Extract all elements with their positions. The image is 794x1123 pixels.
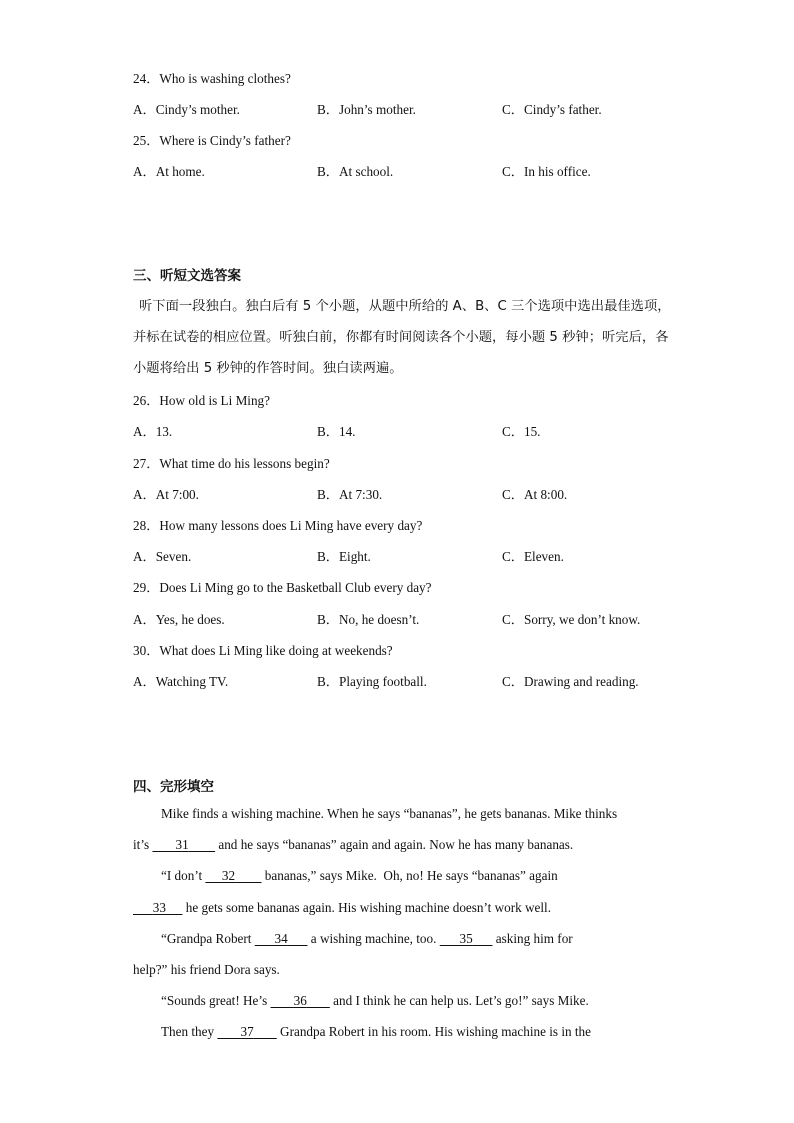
option-b: B．John’s mother. xyxy=(317,102,416,117)
text: a wishing machine, too. xyxy=(307,931,440,946)
blank-33 xyxy=(133,900,182,916)
cloze-paragraph-1-line-2 xyxy=(133,837,633,853)
question-24-options xyxy=(133,99,693,117)
blank-36 xyxy=(271,993,330,1009)
cloze-paragraph-3-line-2: help?” his friend Dora says. xyxy=(133,962,280,977)
blank-35-number: 35 xyxy=(459,931,473,946)
cloze-paragraph-1-line-1: Mike finds a wishing machine. When he says “bananas”, he gets bananas. Mike thinks xyxy=(161,806,618,821)
question-28-options xyxy=(133,546,693,564)
option-b: B．No, he doesn’t. xyxy=(317,612,420,627)
blank-33-number: 33 xyxy=(152,900,166,915)
blank-35 xyxy=(440,931,493,947)
section-3-title: 三、听短文选答案 xyxy=(133,268,241,284)
option-b: B．At 7:30. xyxy=(317,487,383,502)
blank-34 xyxy=(255,931,308,947)
text: “Grandpa Robert xyxy=(161,931,255,946)
option-a: A．13. xyxy=(133,424,173,439)
question-30-options xyxy=(133,671,693,689)
option-a: A．Cindy’s mother. xyxy=(133,102,240,117)
text: asking him for xyxy=(492,931,573,946)
option-c: C．Eleven. xyxy=(502,549,564,564)
option-c: C．Drawing and reading. xyxy=(502,674,639,689)
cloze-paragraph-5 xyxy=(133,1024,661,1040)
option-c: C．Sorry, we don’t know. xyxy=(502,612,641,627)
blank-37-number: 37 xyxy=(240,1024,254,1039)
text: “Sounds great! He’s xyxy=(161,993,271,1008)
question-26: 26．How old is Li Ming? xyxy=(133,393,271,408)
text: and he says “bananas” again and again. Now he has many bananas. xyxy=(215,837,574,852)
text: “I don’t xyxy=(161,868,206,883)
section-4-title: 四、完形填空 xyxy=(133,779,214,795)
blank-37 xyxy=(217,1024,276,1040)
cloze-paragraph-3-line-1 xyxy=(133,931,661,947)
option-a: A．Yes, he does. xyxy=(133,612,225,627)
option-a: A．At 7:00. xyxy=(133,487,199,502)
text: bananas,” says Mike. Oh, no! He says “bananas” again xyxy=(261,868,558,883)
blank-32 xyxy=(205,868,261,884)
option-b: B．Eight. xyxy=(317,549,371,564)
option-c: C．At 8:00. xyxy=(502,487,568,502)
blank-31 xyxy=(152,837,215,853)
question-25: 25．Where is Cindy’s father? xyxy=(133,133,291,148)
question-27: 27．What time do his lessons begin? xyxy=(133,456,330,471)
option-b: B．Playing football. xyxy=(317,674,427,689)
question-27-options xyxy=(133,484,693,502)
option-b: B．14. xyxy=(317,424,356,439)
cloze-paragraph-4 xyxy=(133,993,661,1009)
option-a: A．At home. xyxy=(133,164,205,179)
blank-34-number: 34 xyxy=(274,931,288,946)
question-24: 24．Who is washing clothes? xyxy=(133,71,291,86)
question-29-options xyxy=(133,609,693,627)
cloze-paragraph-2-line-1 xyxy=(133,868,661,884)
cloze-paragraph-2-line-2 xyxy=(133,900,633,916)
section-3-instruction: 听下面一段独白。独白后有 5 个小题，从题中所给的 A、B、C 三个选项中选出最佳选项，并标在试卷的相应位置。听独白前，你都有时间阅读各个小题，每小题 5 秒钟；听完后，各小题将给出 5 秒钟的作答时间。独白读两遍。 xyxy=(133,299,671,376)
question-26-options xyxy=(133,421,693,439)
text: Then they xyxy=(161,1024,218,1039)
option-a: A．Seven. xyxy=(133,549,192,564)
question-30: 30．What does Li Ming like doing at weekends? xyxy=(133,643,393,658)
blank-32-number: 32 xyxy=(221,868,236,883)
question-29: 29．Does Li Ming go to the Basketball Club every day? xyxy=(133,580,432,595)
option-c: C．Cindy’s father. xyxy=(502,102,602,117)
question-25-options xyxy=(133,161,693,179)
text: Grandpa Robert in his room. His wishing machine is in the xyxy=(276,1024,592,1039)
option-c: C．In his office. xyxy=(502,164,591,179)
option-c: C．15. xyxy=(502,424,541,439)
blank-31-number: 31 xyxy=(175,837,189,852)
text: he gets some bananas again. His wishing machine doesn’t work well. xyxy=(182,900,552,915)
blank-36-number: 36 xyxy=(293,993,307,1008)
text: and I think he can help us. Let’s go!” says Mike. xyxy=(329,993,589,1008)
text: it’s xyxy=(133,837,153,852)
option-b: B．At school. xyxy=(317,164,394,179)
option-a: A．Watching TV. xyxy=(133,674,229,689)
question-28: 28．How many lessons does Li Ming have every day? xyxy=(133,518,423,533)
